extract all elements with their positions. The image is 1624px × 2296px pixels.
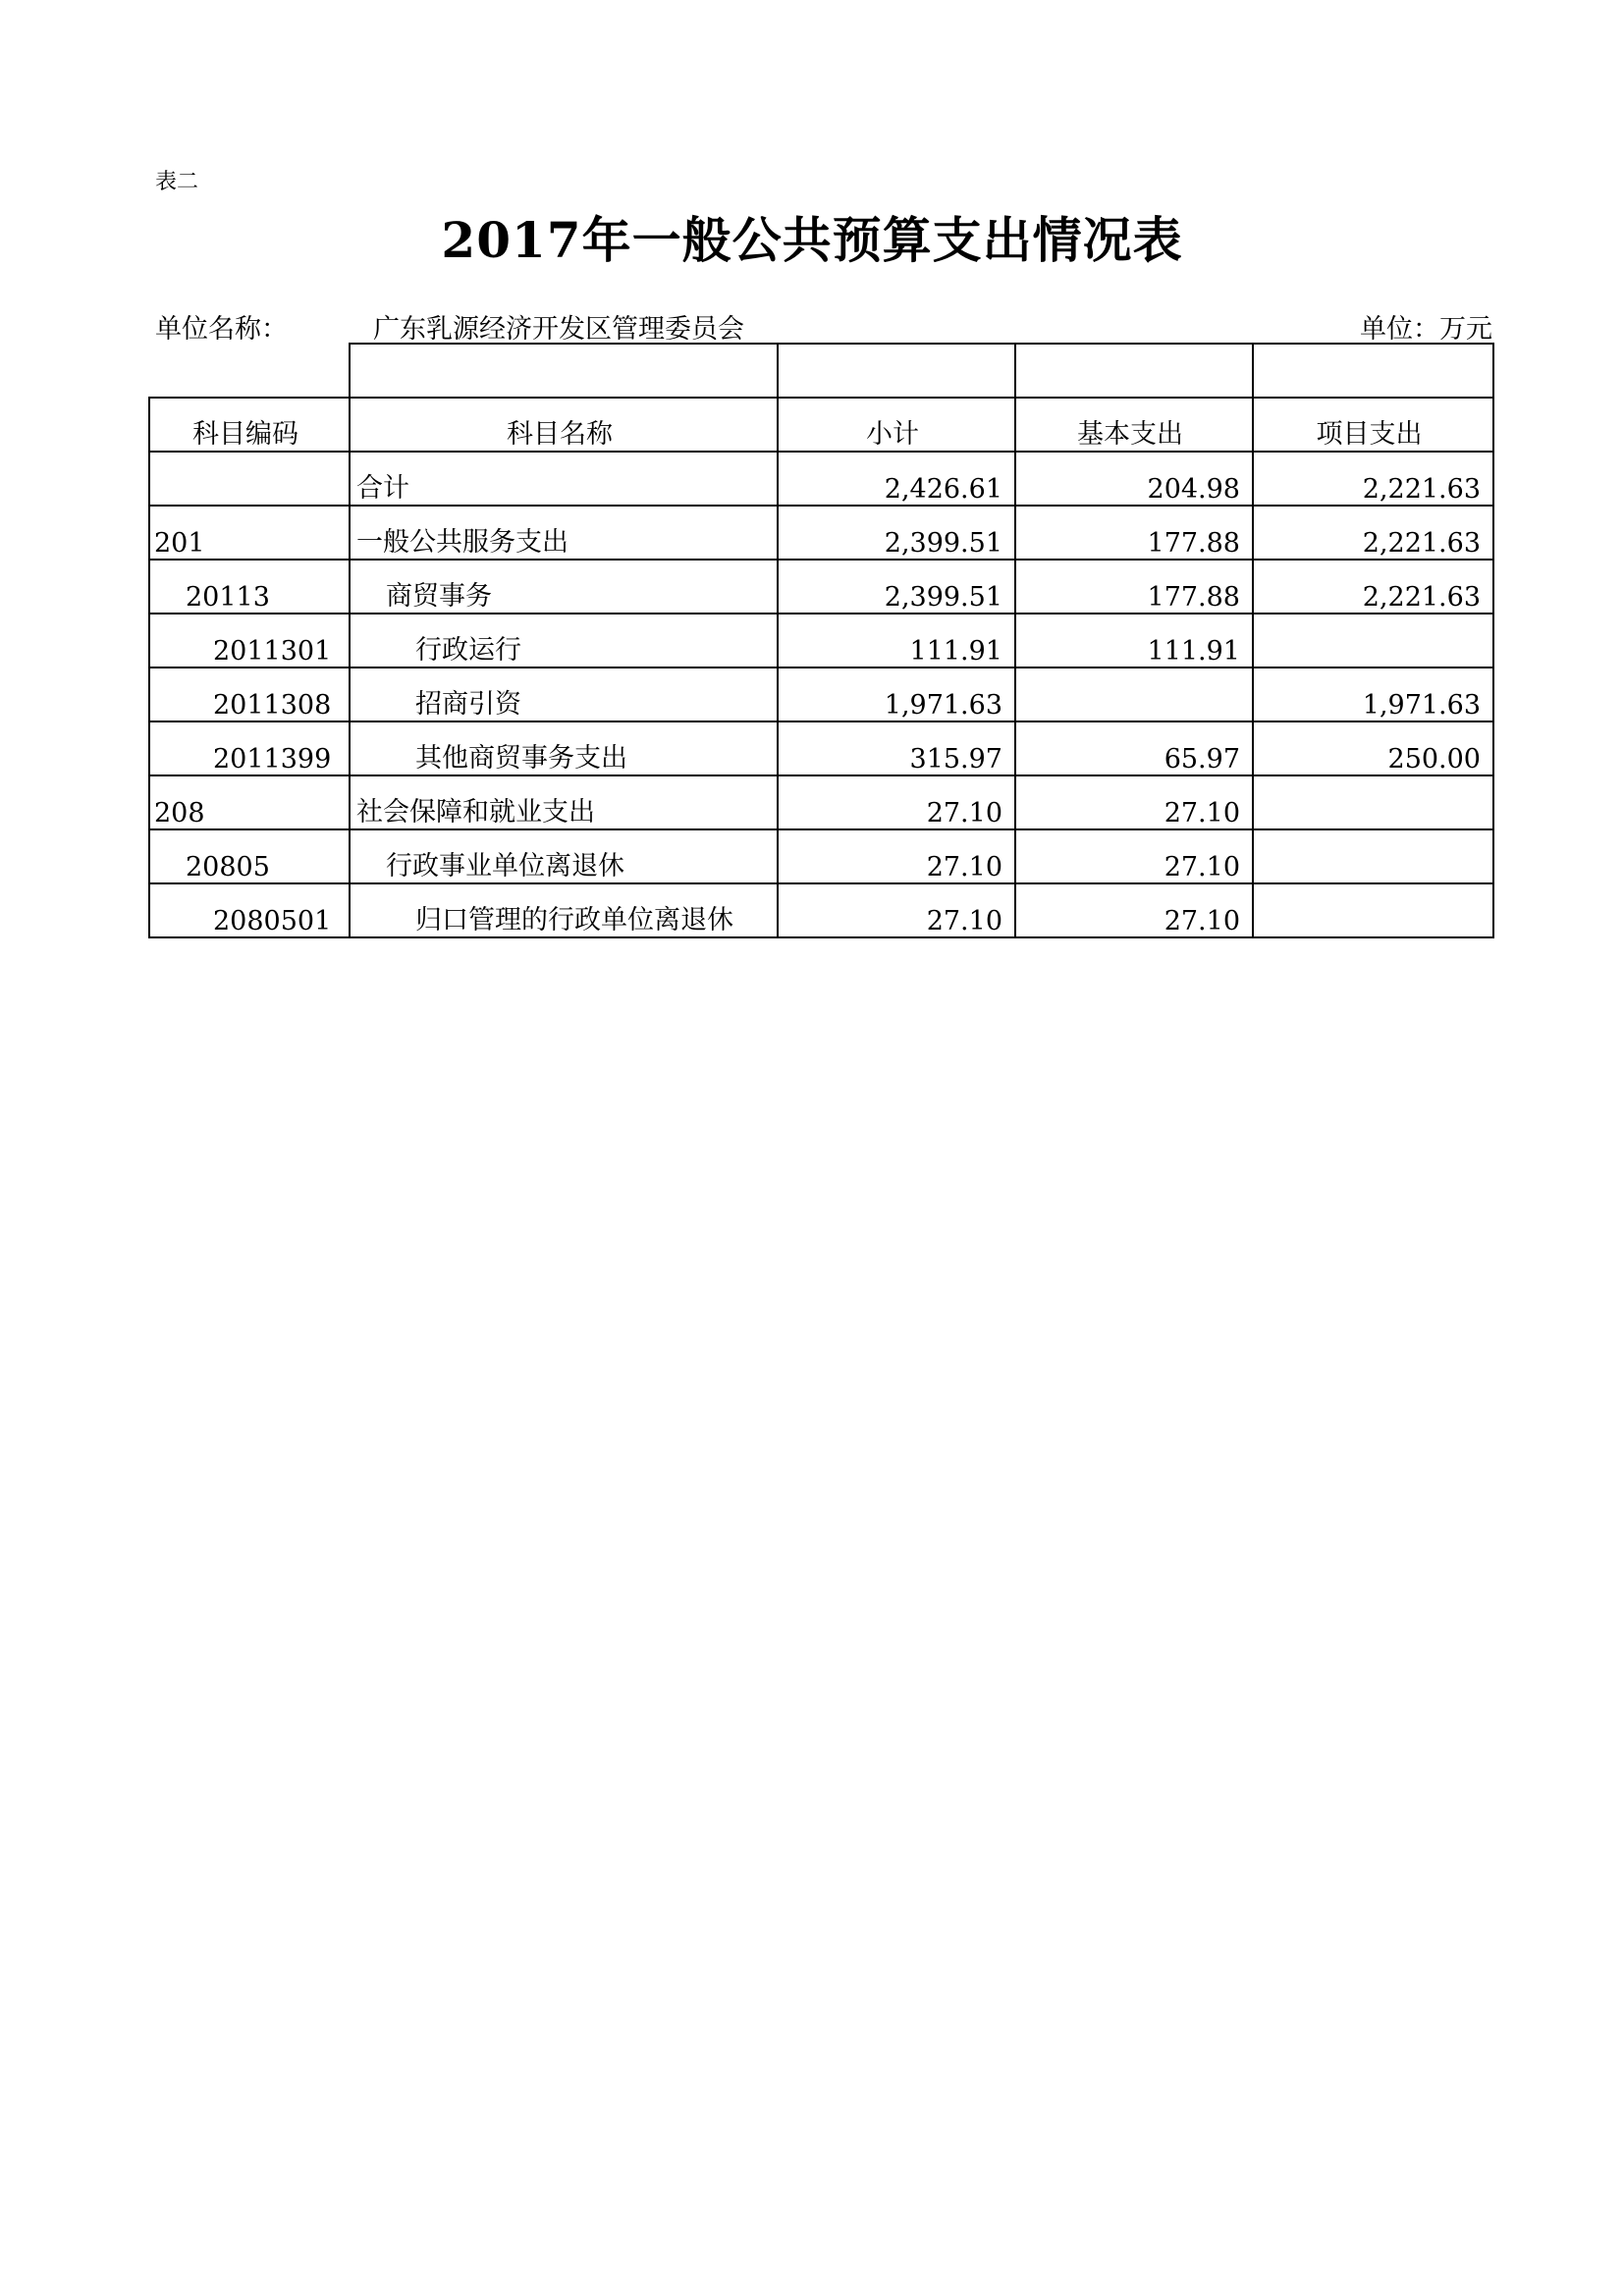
header-name: 科目名称 xyxy=(350,398,778,452)
budget-table xyxy=(148,343,1494,938)
cell-project xyxy=(1253,775,1493,829)
table-row xyxy=(149,775,1493,829)
cell-code: 2011301 xyxy=(149,614,350,667)
cell-subtotal: 1,971.63 xyxy=(778,667,1015,721)
cell-project: 1,971.63 xyxy=(1253,667,1493,721)
cell-name: 行政事业单位离退休 xyxy=(350,829,778,883)
cell-subtotal: 315.97 xyxy=(778,721,1015,775)
table-header-row xyxy=(149,398,1493,452)
cell-name: 合计 xyxy=(350,452,778,506)
cell-subtotal: 2,426.61 xyxy=(778,452,1015,506)
unit-name: 广东乳源经济开发区管理委员会 xyxy=(373,314,744,345)
cell-basic: 27.10 xyxy=(1015,883,1253,937)
cell-basic: 27.10 xyxy=(1015,829,1253,883)
cell-project: 2,221.63 xyxy=(1253,560,1493,614)
header-subtotal: 小计 xyxy=(778,398,1015,452)
table-row xyxy=(149,883,1493,937)
table-row xyxy=(149,829,1493,883)
table-row xyxy=(149,560,1493,614)
cell-name: 一般公共服务支出 xyxy=(350,506,778,560)
cell-name: 社会保障和就业支出 xyxy=(350,775,778,829)
page-title: 2017年一般公共预算支出情况表 xyxy=(441,211,1183,269)
cell-project: 2,221.63 xyxy=(1253,506,1493,560)
table-row xyxy=(149,667,1493,721)
cell-code: 20805 xyxy=(149,829,350,883)
cell-subtotal: 27.10 xyxy=(778,829,1015,883)
cell-code: 201 xyxy=(149,506,350,560)
cell-basic: 111.91 xyxy=(1015,614,1253,667)
cell-name: 招商引资 xyxy=(350,667,778,721)
cell-project: 250.00 xyxy=(1253,721,1493,775)
table-tag: 表二 xyxy=(155,170,199,194)
cell-subtotal: 111.91 xyxy=(778,614,1015,667)
cell-basic: 65.97 xyxy=(1015,721,1253,775)
table-row xyxy=(149,506,1493,560)
cell-project xyxy=(1253,829,1493,883)
cell-basic: 177.88 xyxy=(1015,560,1253,614)
table-body xyxy=(149,452,1493,937)
table-row xyxy=(149,614,1493,667)
table-top-border-row xyxy=(149,344,1493,398)
cell-project: 2,221.63 xyxy=(1253,452,1493,506)
unit-measure: 单位：万元 xyxy=(1360,314,1492,345)
header-basic: 基本支出 xyxy=(1015,398,1253,452)
cell-basic: 177.88 xyxy=(1015,506,1253,560)
header-code: 科目编码 xyxy=(149,398,350,452)
cell-code: 2011308 xyxy=(149,667,350,721)
header-project: 项目支出 xyxy=(1253,398,1493,452)
cell-subtotal: 2,399.51 xyxy=(778,506,1015,560)
cell-name: 其他商贸事务支出 xyxy=(350,721,778,775)
cell-code: 2080501 xyxy=(149,883,350,937)
cell-basic: 27.10 xyxy=(1015,775,1253,829)
cell-name: 商贸事务 xyxy=(350,560,778,614)
table-row xyxy=(149,721,1493,775)
cell-code: 2011399 xyxy=(149,721,350,775)
cell-subtotal: 27.10 xyxy=(778,883,1015,937)
unit-info-row xyxy=(155,307,1492,345)
cell-code: 20113 xyxy=(149,560,350,614)
table-row xyxy=(149,452,1493,506)
cell-code: 208 xyxy=(149,775,350,829)
cell-basic: 204.98 xyxy=(1015,452,1253,506)
unit-label: 单位名称： xyxy=(155,314,288,345)
cell-name: 归口管理的行政单位离退休 xyxy=(350,883,778,937)
cell-subtotal: 2,399.51 xyxy=(778,560,1015,614)
cell-name: 行政运行 xyxy=(350,614,778,667)
cell-project xyxy=(1253,614,1493,667)
cell-subtotal: 27.10 xyxy=(778,775,1015,829)
cell-basic xyxy=(1015,667,1253,721)
cell-project xyxy=(1253,883,1493,937)
cell-code xyxy=(149,452,350,506)
